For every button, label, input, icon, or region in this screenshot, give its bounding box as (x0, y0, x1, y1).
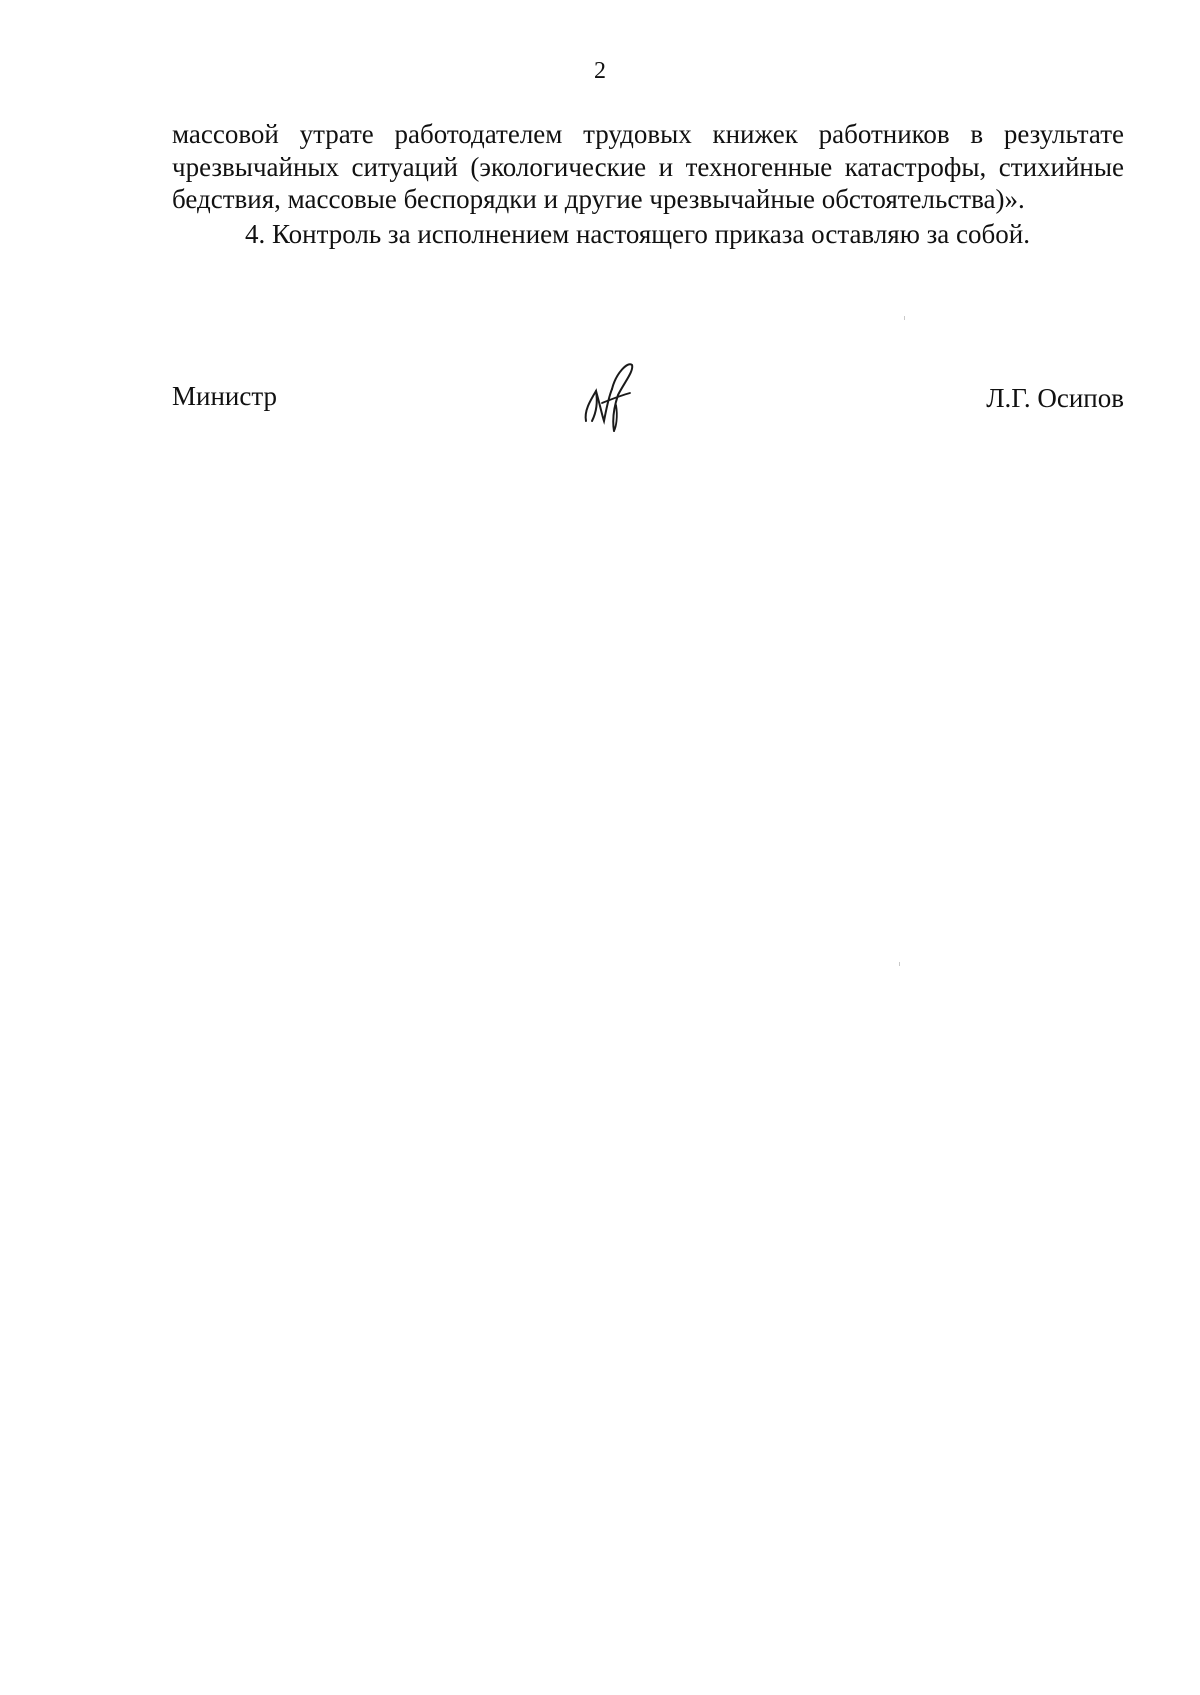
page-number: 2 (594, 58, 606, 84)
document-body (172, 118, 1124, 250)
signatory-name: Л.Г. Осипов (986, 383, 1124, 413)
scan-speck (904, 316, 905, 320)
paragraph-item-4: 4. Контроль за исполнением настоящего приказа оставляю за собой. (245, 218, 1030, 249)
handwritten-signature (576, 355, 640, 435)
scan-speck (899, 962, 900, 966)
signatory-position: Министр (172, 381, 277, 411)
signature-block (172, 355, 1124, 435)
paragraph-continued: массовой утрате работодателем трудовых книжек работников в результате чрезвычайных ситуаций (экологические и техногенные катастрофы, стихийные бедствия, массовые беспорядки и другие чрезвычайные обстоятельства)». (172, 119, 1124, 214)
